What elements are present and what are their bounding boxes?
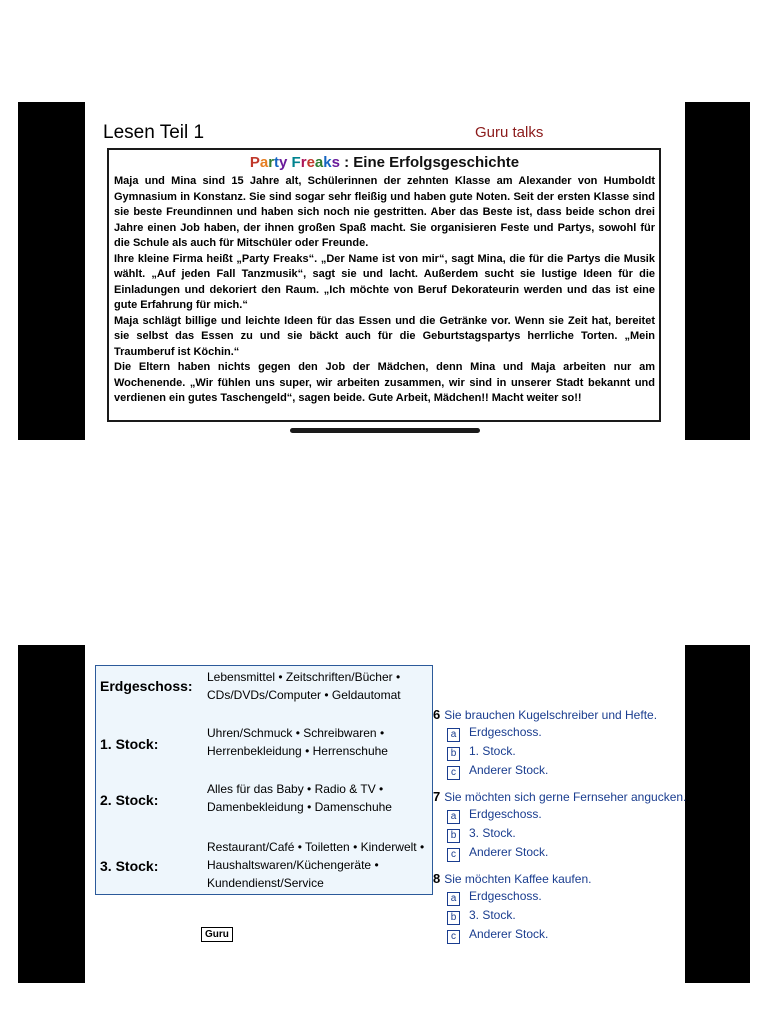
- answer-option-c[interactable]: [433, 925, 685, 944]
- story-paragraph-2: Ihre kleine Firma heißt „Party Freaks“. „Der Name ist von mir“, sagt Mina, die für die Partys die Musik wählt. „Auf jeden Fall Tanzmusik“, sagt sie und lacht. Außerdem sucht sie lustige Ideen für die Einladungen und dekoriert den Raum. „Ich möchte von Beruf Dekorateurin werden und das ist eine gute Erfahrung für mich.“: [114, 252, 655, 311]
- option-label: 1. Stock.: [469, 744, 516, 758]
- floor-item-line: Lebensmittel • Zeitschriften/Bücher •: [207, 670, 401, 684]
- left-bar-bottom: [18, 645, 85, 983]
- question-number: 6: [433, 707, 441, 722]
- right-bar-top: [685, 102, 750, 440]
- question-prompt: Sie möchten sich gerne Fernseher angucken.: [444, 790, 687, 804]
- floor-item-line: Herrenbekleidung • Herrenschuhe: [207, 744, 388, 758]
- answer-option-a[interactable]: [433, 805, 685, 824]
- floor-item-line: CDs/DVDs/Computer • Geldautomat: [207, 688, 401, 702]
- title-letter: a: [259, 154, 269, 171]
- store-directory-slide: [85, 645, 685, 983]
- question-6: [433, 707, 685, 780]
- option-label: Erdgeschoss.: [469, 889, 542, 903]
- answer-option-a[interactable]: [433, 723, 685, 742]
- option-checkbox[interactable]: c: [447, 766, 460, 780]
- reading-slide: [85, 102, 685, 440]
- right-bar-bottom: [685, 645, 750, 983]
- story-paragraph-1: Maja und Mina sind 15 Jahre alt, Schülerinnen der zehnten Klasse am Alexander von Humboldt Gymnasium in Konstanz. Sie sind sogar sehr fleißig und haben gute Noten. Seit der ersten Klasse sind sie beste Freundinnen und haben sich noch nie gestritten. Aber das Beste ist, dass beide schon drei Jahre einen Job haben, der ihnen großen Spaß macht. Sie organisieren Feste und Partys, sowohl für die Schule als auch für Mitschüler oder Freunde.: [114, 175, 655, 249]
- floor-item-line: Haushaltswaren/Küchengeräte •: [207, 858, 379, 872]
- option-checkbox[interactable]: c: [447, 848, 460, 862]
- story-box: [107, 148, 661, 422]
- option-checkbox[interactable]: a: [447, 810, 460, 824]
- brand-label: Guru talks: [475, 124, 544, 141]
- title-letter: e: [306, 154, 315, 171]
- answer-option-a[interactable]: [433, 887, 685, 906]
- title-letter: t: [274, 154, 280, 171]
- slide-heading: Lesen Teil 1: [103, 122, 205, 143]
- scroll-indicator[interactable]: [290, 428, 480, 433]
- option-label: Erdgeschoss.: [469, 725, 542, 739]
- question-prompt: Sie möchten Kaffee kaufen.: [444, 872, 592, 886]
- option-label: 3. Stock.: [469, 908, 516, 922]
- floor-item-line: Kundendienst/Service: [207, 876, 324, 890]
- question-7: [433, 789, 685, 862]
- floor-name: 3. Stock:: [100, 858, 159, 874]
- option-checkbox[interactable]: a: [447, 892, 460, 906]
- story-title: [114, 152, 655, 174]
- title-letter: s: [331, 154, 340, 171]
- answer-option-b[interactable]: [433, 824, 685, 843]
- option-checkbox[interactable]: c: [447, 930, 460, 944]
- question-number: 8: [433, 871, 441, 886]
- answer-option-c[interactable]: [433, 761, 685, 780]
- answer-option-c[interactable]: [433, 843, 685, 862]
- option-checkbox[interactable]: b: [447, 829, 460, 843]
- question-text: [433, 789, 685, 805]
- title-letter: P: [249, 154, 260, 171]
- option-label: Anderer Stock.: [469, 763, 549, 777]
- floor-name: Erdgeschoss:: [100, 678, 193, 694]
- title-letter: k: [323, 154, 332, 171]
- option-checkbox[interactable]: b: [447, 747, 460, 761]
- option-label: Anderer Stock.: [469, 927, 549, 941]
- question-prompt: Sie brauchen Kugelschreiber und Hefte.: [444, 708, 658, 722]
- floor-directory: [95, 665, 433, 895]
- floor-item-line: Uhren/Schmuck • Schreibwaren •: [207, 726, 385, 740]
- question-8: [433, 871, 685, 944]
- title-letter: a: [314, 154, 324, 171]
- question-text: [433, 707, 685, 723]
- story-paragraph-4: Die Eltern haben nichts gegen den Job der Mädchen, denn Mina und Maja arbeiten nur am Wochenende. „Wir fühlen uns super, wir arbeiten zusammen, wir sind in unserer Stadt bekannt und verdienen ein gutes Taschengeld“, sagen beide. Gute Arbeit, Mädchen!! Macht weiter so!!: [114, 361, 655, 404]
- floor-item-line: Damenbekleidung • Damenschuhe: [207, 800, 392, 814]
- floor-item-line: Restaurant/Café • Toiletten • Kinderwelt •: [207, 840, 425, 854]
- option-label: Erdgeschoss.: [469, 807, 542, 821]
- floor-items: [207, 780, 429, 816]
- floor-item-line: Alles für das Baby • Radio & TV •: [207, 782, 384, 796]
- option-label: Anderer Stock.: [469, 845, 549, 859]
- option-label: 3. Stock.: [469, 826, 516, 840]
- title-rest: : Eine Erfolgsgeschichte: [339, 154, 520, 171]
- title-letter: F: [287, 154, 301, 171]
- answer-option-b[interactable]: [433, 906, 685, 925]
- floor-items: [207, 838, 429, 892]
- title-letter: r: [300, 154, 307, 171]
- question-text: [433, 871, 685, 887]
- guru-label: Guru: [201, 927, 233, 942]
- floor-name: 1. Stock:: [100, 736, 159, 752]
- story-paragraph-3: Maja schlägt billige und leichte Ideen für das Essen und die Getränke vor. Wenn sie Zeit hat, bereitet sie selbst das Essen zu und sie bäckt auch für die Geburtstagspartys herrliche Torten. „Mein Traumberuf ist Köchin.“: [114, 314, 655, 358]
- title-letter: r: [268, 154, 275, 171]
- option-checkbox[interactable]: a: [447, 728, 460, 742]
- floor-items: [207, 724, 429, 760]
- title-letter: y: [279, 154, 288, 171]
- question-number: 7: [433, 789, 441, 804]
- answer-option-b[interactable]: [433, 742, 685, 761]
- option-checkbox[interactable]: b: [447, 911, 460, 925]
- left-bar-top: [18, 102, 85, 440]
- floor-name: 2. Stock:: [100, 792, 159, 808]
- floor-items: [207, 668, 429, 704]
